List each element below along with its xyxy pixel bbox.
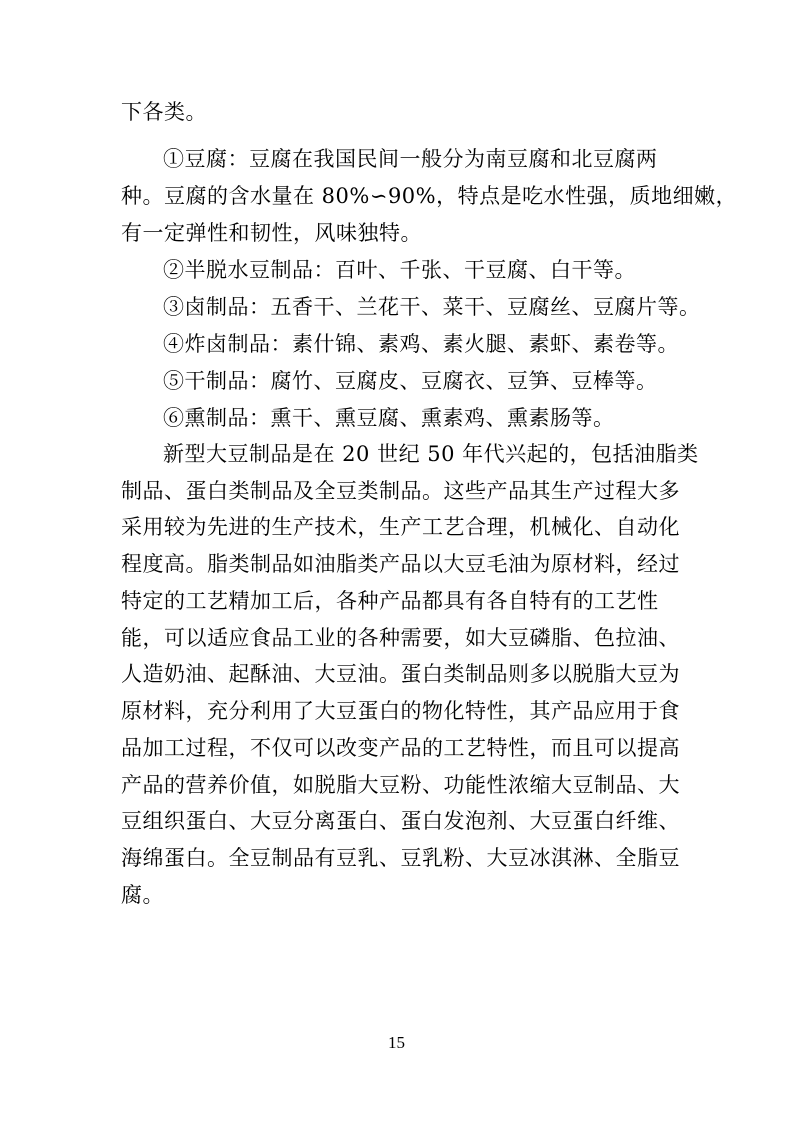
text-line: 能，可以适应食品工业的各种需要，如大豆磷脂、色拉油、 [121,626,680,650]
text-line: 腐。 [121,883,164,907]
text-line: ③卤制品：五香干、兰花干、菜干、豆腐丝、豆腐片等。 [163,295,701,319]
text-line: 品加工过程，不仅可以改变产品的工艺特性，而且可以提高 [121,736,680,760]
text-line: ④炸卤制品：素什锦、素鸡、素火腿、素虾、素卷等。 [163,332,679,356]
text-line: 特定的工艺精加工后，各种产品都具有各自特有的工艺性 [121,589,659,613]
text-line: ②半脱水豆制品：百叶、千张、干豆腐、白干等。 [163,258,636,282]
page-number: 15 [388,1033,405,1052]
text-line: ⑥熏制品：熏干、熏豆腐、熏素鸡、熏素肠等。 [163,406,615,430]
text-line: 种。豆腐的含水量在 80%∽90%，特点是吃水性强，质地细嫩， [121,184,738,208]
text-line: 下各类。 [121,100,207,124]
text-line: 人造奶油、起酥油、大豆油。蛋白类制品则多以脱脂大豆为 [121,662,680,686]
text-line: ⑤干制品：腐竹、豆腐皮、豆腐衣、豆笋、豆棒等。 [163,369,658,393]
text-line: 海绵蛋白。全豆制品有豆乳、豆乳粉、大豆冰淇淋、全脂豆 [121,846,680,870]
text-line: 程度高。脂类制品如油脂类产品以大豆毛油为原材料，经过 [121,552,680,576]
text-line: 豆组织蛋白、大豆分离蛋白、蛋白发泡剂、大豆蛋白纤维、 [121,809,680,833]
text-line: 制品、蛋白类制品及全豆类制品。这些产品其生产过程大多 [121,479,680,503]
text-line: 新型大豆制品是在 20 世纪 50 年代兴起的，包括油脂类 [163,442,699,466]
text-line: 采用较为先进的生产技术，生产工艺合理，机械化、自动化 [121,515,680,539]
text-line: ①豆腐：豆腐在我国民间一般分为南豆腐和北豆腐两 [163,147,658,171]
text-line: 有一定弹性和韧性，风味独特。 [121,221,422,245]
text-line: 原材料，充分利用了大豆蛋白的物化特性，其产品应用于食 [121,699,680,723]
text-line: 产品的营养价值，如脱脂大豆粉、功能性浓缩大豆制品、大 [121,773,680,797]
